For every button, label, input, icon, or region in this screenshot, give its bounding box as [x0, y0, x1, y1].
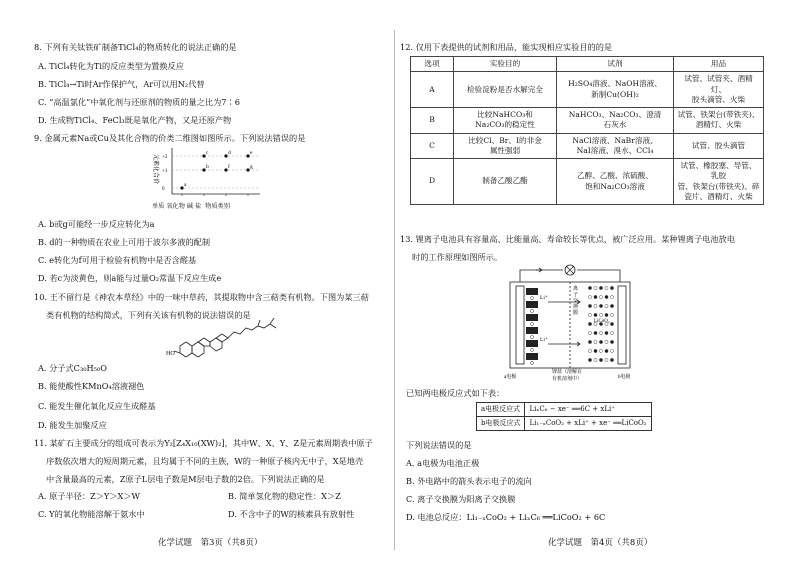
y-tick-label: 0: [162, 187, 165, 192]
rx-a-eq: LiₓC₆ − xe⁻ ══6C + xLi⁺: [525, 403, 651, 417]
th-option: 选项: [411, 57, 454, 72]
q9-option-d: D. 若c为淡黄色，则a能与过量O₂常温下反应生成e: [38, 273, 222, 283]
rx-intro: 已知两电极反应式如下表：: [406, 388, 505, 398]
q12-cell-reagents: [557, 108, 674, 134]
valence-class-chart: [148, 142, 264, 212]
q13-option-d: D. 电池总反应：Li₁₋ₓCoO₂ + LiₓC₆ ══LiCoO₂ + 6C: [406, 512, 606, 522]
page-divider: [394, 30, 395, 550]
q10-option-d: D. 能发生加聚反应: [38, 420, 107, 430]
lattice-atom: [605, 295, 608, 298]
lattice-atom: [594, 358, 597, 361]
q12-table-body: [411, 72, 764, 205]
q12-cell-purpose: [454, 72, 557, 108]
membrane-label: [573, 285, 578, 316]
li-ion-label-2: Li⁺: [540, 337, 548, 343]
lattice-atom: [588, 349, 591, 352]
cell-line: H₂SO₄溶液、NaOH溶液、: [568, 79, 662, 89]
lattice-atom: [610, 340, 613, 343]
graphite-layer: [526, 327, 538, 334]
li-ion-label-1: Li⁺: [540, 295, 548, 301]
q12-cell-purpose: [454, 133, 557, 159]
cell-line: 瓷片、酒精灯、火柴: [684, 191, 753, 201]
point-label-a: a: [184, 182, 187, 188]
q10-option-b: B. 能使酸性KMnO₄溶液褪色: [38, 381, 145, 391]
lattice-atom: [588, 322, 591, 325]
q10-stem-line1: 10. 王不留行是《神农本草经》中的一味中草药，其提取物中含三萜类有机物。下图为某三萜: [34, 292, 369, 302]
chart-x-label: [152, 203, 230, 211]
q12-cell-items: [674, 133, 764, 159]
lattice-atom: [588, 313, 591, 316]
chart-x-categories: 单质 氧化物 碱 盐: [152, 203, 202, 210]
cell-line: A: [429, 84, 435, 94]
lattice-atom: [610, 331, 613, 334]
chart-y-label: 元素化合价: [152, 154, 158, 185]
lattice-atom: [605, 286, 608, 289]
lattice-atom: [610, 286, 613, 289]
q12-stem: 12. 仅用下表提供的试剂和用品，能实现相应实验目的的是: [400, 42, 613, 52]
ho-label: HO: [166, 351, 175, 357]
licoo2-lattice: [588, 286, 613, 361]
lattice-atom: [588, 304, 591, 307]
lattice-atom: [610, 358, 613, 361]
right-footer: 化学试题 第4页（共8页）: [548, 538, 653, 548]
q9-option-a: A. b或g可能经一步反应转化为a: [38, 219, 155, 229]
lattice-atom: [599, 286, 602, 289]
lattice-atom: [588, 286, 591, 289]
q12-cell-items: [674, 108, 764, 134]
rx-b-eq: Li₁₋ₓCoO₂ + xLi⁺ + xe⁻ ══LiCoO₂: [525, 416, 651, 430]
wire-right: [577, 270, 620, 282]
point-label-g: g: [250, 164, 253, 170]
q12-cell-reagents: [557, 72, 674, 108]
cell-line: 属性强弱: [489, 145, 521, 155]
q11-option-c: C. Y的氧化物能溶解于氨水中: [38, 509, 145, 519]
b-electrode-label: b电极: [618, 375, 631, 380]
q9-option-b: B. d的一种物质在农业上可用于波尔多液的配制: [38, 237, 211, 247]
cell-line: 胶头滴管、火柴: [691, 94, 746, 104]
wire-left: [520, 270, 563, 282]
graphite-layer: [526, 353, 538, 360]
cell-line: 比较NaHCO₃和: [477, 110, 533, 119]
cell-line: 石灰水: [603, 120, 627, 130]
q12-cell-option: [411, 72, 454, 108]
point-label-c: c: [206, 150, 209, 156]
cell-line: NaCl溶液、NaBr溶液、: [572, 135, 658, 145]
q12-cell-purpose: [454, 108, 557, 134]
lattice-atom: [610, 322, 613, 325]
lattice-atom: [599, 295, 602, 298]
q12-cell-purpose: [454, 159, 557, 205]
membrane-char: 膜: [573, 311, 579, 316]
graphite-layer: [526, 340, 538, 347]
a-electrode-plate: [516, 286, 524, 364]
cell-line: 试管、橡胶塞、导管、乳胶: [680, 161, 757, 181]
lattice-atom: [594, 340, 597, 343]
chart-marks: [162, 150, 258, 196]
q12-cell-reagents: [557, 159, 674, 205]
lattice-atom: [605, 349, 608, 352]
lattice-atom: [599, 313, 602, 316]
li-atom: [531, 310, 534, 313]
q9-option-c: C. e转化为f可用于检验有机物中是否含醛基: [38, 255, 197, 265]
lattice-atom: [605, 331, 608, 334]
q8-option-c: C. “高温氯化”中氧化剂与还原剂的物质的量之比为7∶6: [38, 97, 240, 107]
lattice-atom: [605, 313, 608, 316]
lattice-atom: [594, 304, 597, 307]
lattice-atom: [599, 358, 602, 361]
cell-line: NaI溶液、溴水、CCl₄: [576, 145, 654, 155]
point-label-f: f: [228, 164, 230, 170]
q12-cell-items: [674, 159, 764, 205]
lattice-atom: [599, 331, 602, 334]
q11-stem-line2: 序数依次增大的短周期元素，且均属于不同的主族，W的一种原子核内无中子，X是地壳: [46, 456, 364, 466]
point-label-d: d: [228, 150, 231, 156]
y-tick-label: +1: [162, 169, 168, 174]
rx-b-name: b电极反应式: [477, 416, 525, 430]
th-items: 用品: [674, 57, 764, 72]
electrolyte-label-1: 锂盐（溶解在: [552, 370, 583, 375]
cell-line: 饱和Na₂CO₃溶液: [585, 181, 645, 191]
lattice-atom: [588, 340, 591, 343]
cell-line: 比较Cl、Br、I的非金: [468, 135, 542, 145]
lattice-atom: [594, 349, 597, 352]
membrane-char: 子: [573, 293, 579, 298]
chart-x-axis-title: 物质类别: [205, 203, 230, 210]
lattice-atom: [588, 358, 591, 361]
cell-line: Na₂CO₃的稳定性: [475, 120, 535, 130]
li-atom: [531, 336, 534, 339]
q11-option-d: D. 不含中子的W的核素具有放射性: [228, 509, 355, 519]
triterpene-structure: [166, 318, 286, 358]
lattice-atom: [605, 304, 608, 307]
graphite-layer: [526, 288, 538, 295]
q12-cell-items: [674, 72, 764, 108]
q13-option-a: A. a电极为电池正极: [406, 458, 480, 468]
q12-row-a: [411, 72, 764, 108]
lattice-atom: [588, 331, 591, 334]
electrode-reaction-table: [476, 402, 652, 431]
lattice-atom: [599, 340, 602, 343]
licoo2-label: LiCoO₂: [594, 319, 610, 324]
q10-option-c: C. 能发生催化氧化反应生成醛基: [38, 401, 156, 411]
q12-row-b: [411, 108, 764, 134]
graphite-layers: [526, 288, 538, 365]
lattice-atom: [610, 313, 613, 316]
th-reagents: 试剂: [557, 57, 674, 72]
cell-line: 检验淀粉是否水解完全: [467, 84, 543, 94]
lattice-atom: [599, 349, 602, 352]
q8-option-b: B. TiCl₄→Ti时Ar作保护气，Ar可以用N₂代替: [38, 79, 205, 89]
q12-row-d: [411, 159, 764, 205]
q12-cell-option: [411, 133, 454, 159]
cell-line: 试管、铁架台(带铁夹)、: [677, 110, 760, 119]
th-purpose: 实验目的: [454, 57, 557, 72]
a-electrode-label: a电极: [504, 375, 517, 380]
cell-line: 酒精灯、火柴: [695, 120, 742, 130]
cell-line: 试管、试管夹、酒精灯、: [684, 74, 753, 94]
li-atom: [531, 297, 534, 300]
q10-option-a: A. 分子式C₃₀H₅₀O: [38, 363, 107, 373]
q11-option-a: A. 原子半径：Z＞Y＞X＞W: [38, 491, 140, 501]
cell-line: 新制Cu(OH)₂: [591, 89, 639, 99]
li-atom: [531, 349, 534, 352]
q13-option-c: C. 离子交换膜为阳离子交换膜: [406, 494, 516, 504]
q12-table: [410, 56, 764, 205]
point-label-b: b: [206, 164, 209, 170]
lattice-atom: [594, 313, 597, 316]
y-tick-label: +2: [162, 155, 168, 160]
q13-stem-line1: 13. 锂离子电池具有容量高、比能量高、寿命较长等优点，被广泛应用。某种锂离子电池放电: [400, 234, 735, 244]
lattice-atom: [599, 304, 602, 307]
q11-stem-line3: 中含量最高的元素，Z原子L层电子数是M层电子数的2倍。下列说法正确的是: [46, 474, 325, 484]
left-footer: 化学试题 第3页（共8页）: [158, 538, 263, 548]
left-page: [0, 0, 390, 565]
membrane-char: 交: [573, 299, 579, 304]
lattice-atom: [610, 295, 613, 298]
q8-stem: 8. 下列有关钛铁矿制备TiCl₄的物质转化的说法正确的是: [34, 42, 237, 52]
lattice-atom: [594, 295, 597, 298]
cell-line: 制备乙酸乙酯: [482, 176, 528, 186]
q13-stem-line2: 时的工作原理如图所示。: [412, 252, 503, 262]
q12-cell-option: [411, 108, 454, 134]
lattice-atom: [588, 295, 591, 298]
lattice-atom: [610, 349, 613, 352]
electrolyte-label-2: 有机溶剂中）: [552, 377, 583, 382]
cell-line: 管、铁架台(带铁夹)、碎: [677, 181, 760, 191]
membrane-char: 离: [573, 287, 579, 292]
q13-option-b: B. 外电路中的箭头表示电子的流向: [406, 476, 532, 486]
cell-line: NaHCO₃、Na₂CO₃、澄清: [568, 110, 662, 119]
q8-option-d: D. 生成物TiCl₄、FeCl₃既是氧化产物，又是还原产物: [38, 115, 232, 125]
rx-a-name: a电极反应式: [477, 403, 525, 417]
lattice-atom: [594, 286, 597, 289]
q11-option-b: B. 简单氢化物的稳定性：X＞Z: [228, 491, 341, 501]
q8-option-a: A. TiCl₄转化为Ti的反应类型为置换反应: [38, 61, 184, 71]
q12-row-c: [411, 133, 764, 159]
li-atom: [531, 323, 534, 326]
graphite-layer: [526, 314, 538, 321]
b-electrode-plate: [618, 286, 626, 364]
q11-stem-line1: 11. 某矿石主要成分的组成可表示为Y₂[Z₄X₁₀(XW)₂]，其中W、X、Y、Z是元素周期表中原子: [34, 438, 373, 448]
q12-cell-reagents: [557, 133, 674, 159]
lattice-atom: [610, 304, 613, 307]
q9-stem: 9. 金属元素Na或Cu及其化合物的价类二维图如图所示。下列说法错误的是: [34, 133, 306, 143]
q10-stem-line2: 类有机物的结构简式，下列有关该有机物的说法错误的是: [46, 310, 251, 320]
cell-line: 乙醇、乙酸、浓硫酸、: [577, 171, 653, 181]
point-label-e: e: [250, 150, 253, 156]
graphite-layer: [526, 301, 538, 308]
membrane-char: 换: [573, 305, 579, 310]
battery-diagram: [490, 262, 650, 382]
cell-line: C: [429, 140, 435, 150]
cell-line: 试管、胶头滴管: [691, 140, 746, 150]
cell-line: B: [429, 115, 435, 125]
q12-cell-option: [411, 159, 454, 205]
lattice-atom: [605, 340, 608, 343]
lattice-atom: [605, 358, 608, 361]
lattice-atom: [594, 331, 597, 334]
cell-line: D: [428, 176, 436, 186]
li-atom: [531, 362, 534, 365]
q13-question: 下列说法错误的是: [406, 440, 472, 450]
right-page: [398, 0, 800, 565]
